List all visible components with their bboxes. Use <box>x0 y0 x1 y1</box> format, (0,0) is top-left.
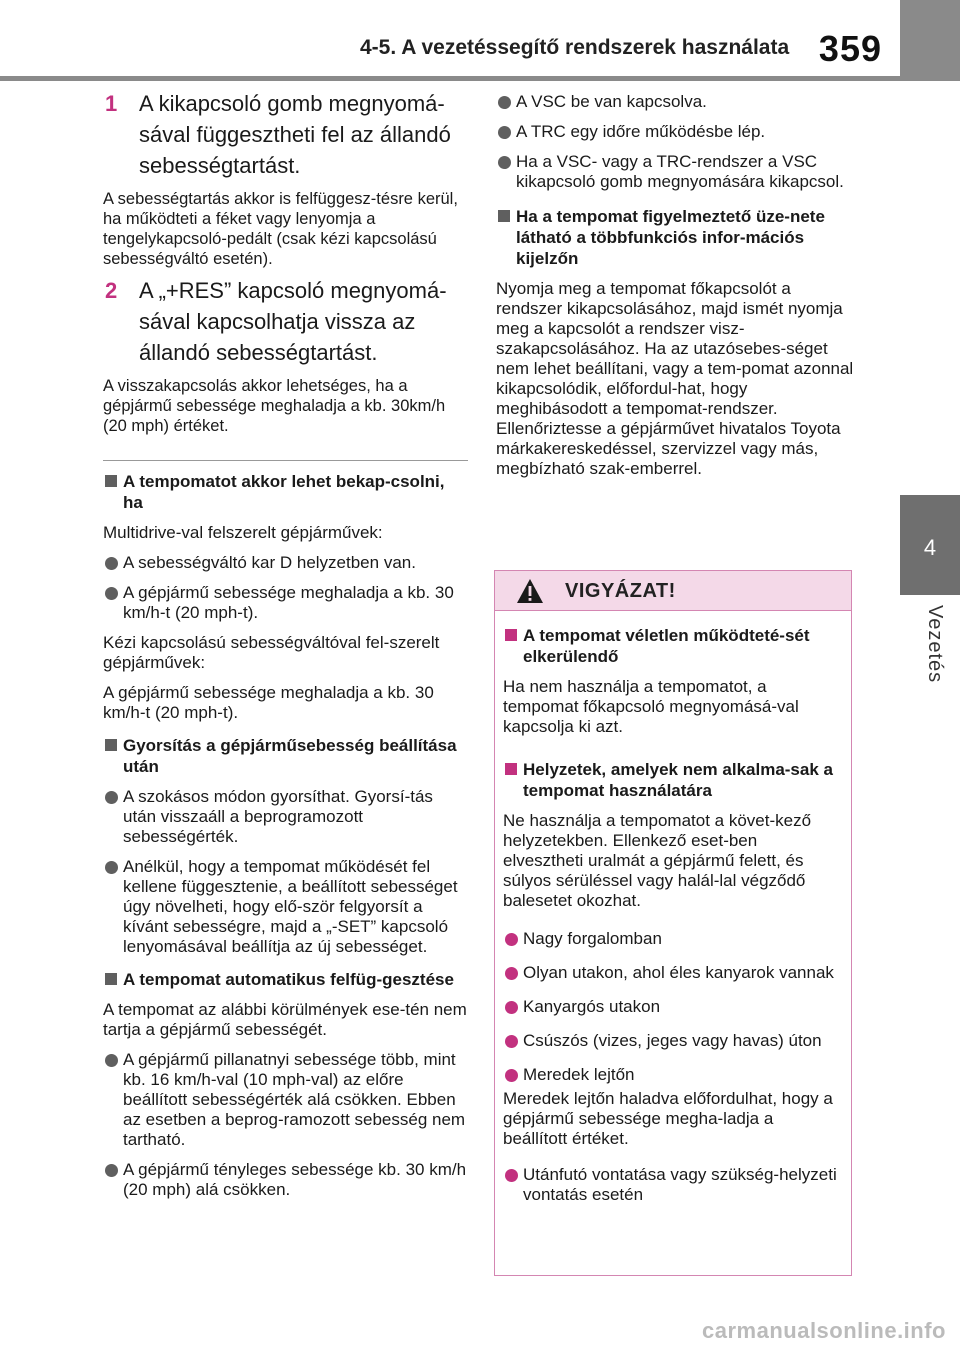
section-heading: A tempomat automatikus felfüg-gesztése <box>103 969 468 990</box>
bullet-icon <box>505 1035 518 1048</box>
bullet-icon <box>105 1164 118 1177</box>
paragraph: Meredek lejtőn haladva előfordulhat, hogy a gépjármű sebessége megha-ladja a beállított értéket. <box>503 1089 833 1148</box>
section-heading: A tempomatot akkor lehet bekap-csolni, ha <box>103 471 468 513</box>
square-bullet-icon <box>498 210 510 222</box>
square-bullet-icon <box>105 739 117 751</box>
list-item: A gépjármű tényleges sebessége kb. 30 km/h (20 mph) alá csökken. <box>103 1160 468 1200</box>
header-rule <box>0 76 900 81</box>
warning-triangle-icon <box>515 577 545 605</box>
bullet-icon <box>105 587 118 600</box>
step-2-note: A visszakapcsolás akkor lehetséges, ha a gépjármű sebessége meghaladja a kb. 30km/h (20 mph) értéket. <box>103 377 446 435</box>
bullet-icon <box>498 156 511 169</box>
bullet-icon <box>498 126 511 139</box>
list-item: Anélkül, hogy a tempomat működését fel kellene függesztenie, a beállított sebességet úgy növelheti, hogy elő-ször felgyorsít a kívánt sebességre, majd a „-SET” kapcsoló lenyomásával beállítja az új sebességet. <box>103 857 468 957</box>
bullet-icon <box>105 1054 118 1067</box>
square-bullet-icon <box>105 973 117 985</box>
bullet-icon <box>105 557 118 570</box>
chapter-title: 4-5. A vezetéssegítő rendszerek használata <box>360 36 790 59</box>
paragraph: Nyomja meg a tempomat főkapcsolót a rendszer kikapcsolásához, majd ismét nyomja meg a kapcsolót a rendszer visz-szakapcsolásához. Ha az utazósebes-séget nem lehet beállítani, vagy a tem-pomat azonnal kikapcsolódik, előfordul-hat, hogy meghibásodott a tempomat-rendszer. Ellenőriztesse a gépjárművet hivatalos Toyota márkakereskedéssel, szervizzel vagy más, megbízható szak-emberrel. <box>496 279 854 478</box>
header-tab <box>900 0 960 81</box>
list-item: Meredek lejtőn <box>503 1065 839 1085</box>
list-item: A gépjármű sebessége meghaladja a kb. 30 km/h-t (20 mph-t). <box>103 583 468 623</box>
square-bullet-icon <box>105 475 117 487</box>
warning-heading: A tempomat véletlen működteté-sét elkerülendő <box>503 625 839 667</box>
step-text: A kikapcsoló gomb megnyomá-sával függesztheti fel az állandó sebességtartást. <box>139 91 451 178</box>
paragraph: Multidrive-val felszerelt gépjárművek: <box>103 523 383 542</box>
bullet-icon <box>505 1169 518 1182</box>
left-column <box>103 88 468 1200</box>
list-item: Csúszós (vizes, jeges vagy havas) úton <box>503 1031 839 1051</box>
step-1-note: A sebességtartás akkor is felfüggesz-tésre kerül, ha működteti a féket vagy lenyomja a tengelykapcsoló-pedált (csak kézi kapcsolású sebességváltó esetén). <box>103 190 458 268</box>
chapter-tab <box>900 495 960 595</box>
bullet-icon <box>498 96 511 109</box>
warning-body <box>495 625 851 1205</box>
warning-header <box>495 571 851 611</box>
step-2 <box>103 275 468 368</box>
list-item: A TRC egy időre működésbe lép. <box>496 122 856 142</box>
paragraph: A tempomat az alábbi körülmények ese-tén nem tartja a gépjármű sebességét. <box>103 1000 467 1039</box>
square-bullet-icon <box>505 629 517 641</box>
list-item: Kanyargós utakon <box>503 997 839 1017</box>
section-heading: Ha a tempomat figyelmeztető üze-nete látható a többfunkciós infor-mációs kijelzőn <box>496 206 856 269</box>
bullet-icon <box>105 791 118 804</box>
bullet-icon <box>505 1069 518 1082</box>
bullet-icon <box>505 1001 518 1014</box>
paragraph: A gépjármű sebessége meghaladja a kb. 30 km/h-t (20 mph-t). <box>103 683 434 722</box>
paragraph: Ne használja a tempomatot a követ-kező helyzetekben. Ellenkező eset-ben elvesztheti uralmát a gépjármű felett, és súlyos sérüléssel vagy halál-lal végződő balesetet okozhat. <box>503 811 812 910</box>
warning-heading: Helyzetek, amelyek nem alkalma-sak a tempomat használatára <box>503 759 839 801</box>
list-item: Nagy forgalomban <box>503 929 839 949</box>
bullet-icon <box>505 933 518 946</box>
list-item: A szokásos módon gyorsíthat. Gyorsí-tás után visszaáll a beprogramozott sebességérték. <box>103 787 468 847</box>
step-number: 2 <box>105 278 118 303</box>
step-text: A „+RES” kapcsoló megnyomá-sával kapcsolhatja vissza az állandó sebességtartást. <box>139 278 447 365</box>
paragraph: Kézi kapcsolású sebességváltóval fel-szerelt gépjárművek: <box>103 633 440 672</box>
square-bullet-icon <box>505 763 517 775</box>
section-divider <box>103 460 468 461</box>
step-1 <box>103 88 468 181</box>
list-item: Ha a VSC- vagy a TRC-rendszer a VSC kikapcsoló gomb megnyomására kikapcsol. <box>496 152 856 192</box>
paragraph: Ha nem használja a tempomatot, a tempomat főkapcsoló megnyomásá-val kapcsolja ki azt. <box>503 677 799 736</box>
list-item: A gépjármű pillanatnyi sebessége több, mint kb. 16 km/h-val (10 mph-val) az előre beállított sebességérték alá csökken. Ebben az esetben a beprog-ramozott sebesség nem tartható. <box>103 1050 468 1150</box>
watermark: carmanualsonline.info <box>702 1318 946 1343</box>
bullet-icon <box>105 861 118 874</box>
bullet-icon <box>505 967 518 980</box>
chapter-label: Vezetés <box>924 605 946 684</box>
list-item: A VSC be van kapcsolva. <box>496 92 856 112</box>
step-number: 1 <box>105 91 118 116</box>
list-item: Utánfutó vontatása vagy szükség-helyzeti vontatás esetén <box>503 1165 839 1205</box>
right-column <box>496 88 856 479</box>
page-number: 359 <box>818 28 882 69</box>
section-heading: Gyorsítás a gépjárműsebesség beállítása után <box>103 735 468 777</box>
warning-title: VIGYÁZAT! <box>565 580 676 602</box>
list-item: A sebességváltó kar D helyzetben van. <box>103 553 468 573</box>
warning-box <box>494 570 852 1276</box>
list-item: Olyan utakon, ahol éles kanyarok vannak <box>503 963 839 983</box>
chapter-number: 4 <box>923 535 937 560</box>
